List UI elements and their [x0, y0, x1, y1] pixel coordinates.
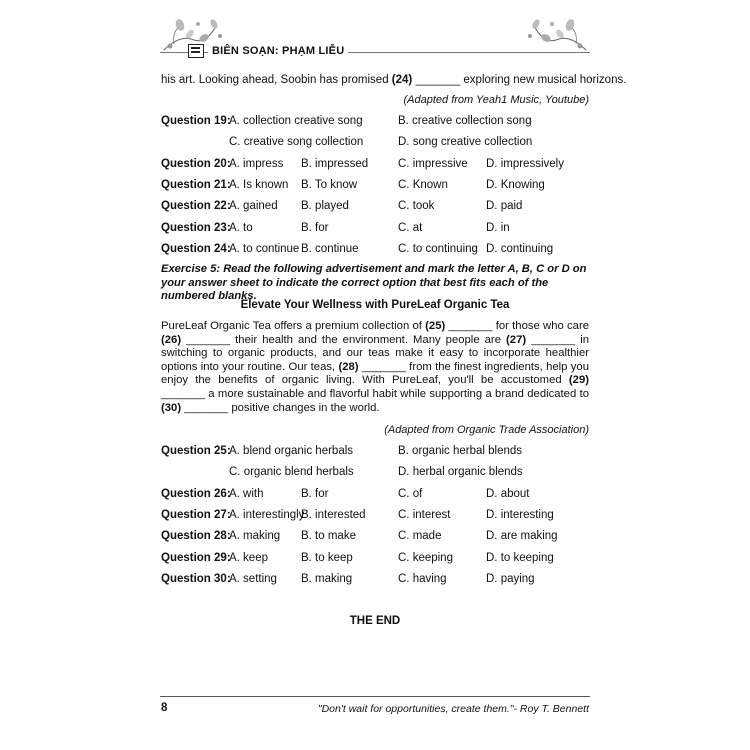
question-label: Question 28:: [161, 530, 231, 543]
option-b: B. To know: [301, 178, 358, 191]
blank-number: (30): [161, 401, 182, 414]
question-label: Question 26:: [161, 487, 231, 500]
option-c: C. creative song collection: [229, 136, 364, 149]
floral-ornament-right-icon: [520, 14, 590, 54]
lead-text: his art. Looking ahead, Soobin has promised: [161, 74, 392, 86]
option-c: C. made: [398, 530, 442, 543]
question-label: Question 30:: [161, 572, 231, 585]
option-a: A. impress: [229, 157, 284, 170]
passage-text: [161, 320, 589, 415]
book-icon: [188, 44, 204, 58]
blank-number: (27): [506, 333, 527, 346]
option-a: A. keep: [229, 551, 268, 564]
option-b: B. for: [301, 221, 329, 234]
passage-segment: _______ positive changes in the world.: [181, 401, 380, 414]
question-label: Question 24:: [161, 242, 231, 255]
option-a: A. gained: [229, 200, 278, 213]
option-a: A. to: [229, 221, 253, 234]
source-citation: (Adapted from Organic Trade Association): [384, 424, 589, 436]
question-label: Question 20:: [161, 157, 231, 170]
option-b: B. organic herbal blends: [398, 445, 523, 457]
question-label: Question 23:: [161, 221, 231, 234]
passage-title: Elevate Your Wellness with PureLeaf Organic Tea: [240, 299, 510, 311]
question-label: Question 25:: [161, 445, 231, 457]
option-c: C. to continuing: [398, 242, 478, 255]
passage-segment: _______ in switching to organic products, and our teas make it easy to incorporate healthier options into your routine. Our teas,: [161, 333, 589, 373]
question-label: Question 29:: [161, 551, 231, 564]
option-c: C. impressive: [398, 157, 468, 170]
footer-quote: "Don't wait for opportunities, create them."- Roy T. Bennett: [317, 703, 589, 715]
option-a: A. setting: [229, 572, 277, 585]
option-a: A. with: [229, 487, 264, 500]
option-d: D. interesting: [486, 508, 554, 521]
question-label: Question 22:: [161, 200, 231, 213]
option-d: D. herbal organic blends: [398, 466, 523, 479]
option-b: B. interested: [301, 508, 366, 521]
source-citation: (Adapted from Yeah1 Music, Youtube): [403, 94, 589, 106]
question-label: Question 27:: [161, 508, 231, 521]
option-c: C. Known: [398, 178, 448, 191]
option-d: D. are making: [486, 530, 558, 543]
passage-segment: _______ their health and the environment. Many people are: [181, 333, 507, 346]
option-b: B. to keep: [301, 551, 353, 564]
the-end-label: THE END: [349, 615, 401, 627]
option-c: C. keeping: [398, 551, 453, 564]
option-d: D. paid: [486, 200, 523, 213]
option-a: A. Is known: [229, 178, 289, 191]
passage-segment: PureLeaf Organic Tea offers a premium collection of: [161, 320, 426, 332]
blank-number: (26): [161, 333, 182, 346]
option-a: A. making: [229, 530, 281, 543]
option-c: C. of: [398, 487, 423, 500]
option-b: B. played: [301, 200, 349, 213]
option-a: A. to continue: [229, 242, 300, 255]
option-d: D. Knowing: [486, 178, 545, 191]
option-d: D. about: [486, 487, 530, 500]
option-c: C. having: [398, 572, 447, 585]
exercise-instruction: Exercise 5: Read the following advertisement and mark the letter A, B, C or D on your answer sheet to indicate the correct option that best fits each of the numbered blanks.: [161, 263, 587, 302]
option-c: C. interest: [398, 508, 451, 521]
blank-number: (24): [391, 74, 413, 86]
option-d: D. to keeping: [486, 551, 554, 564]
option-b: B. continue: [301, 242, 359, 255]
option-c: C. at: [398, 221, 423, 234]
page-number: 8: [161, 702, 168, 714]
option-a: A. interestingly: [229, 508, 305, 521]
option-a: A. blend organic herbals: [229, 445, 354, 457]
option-a: A. collection creative song: [229, 115, 363, 127]
option-d: D. continuing: [486, 242, 554, 255]
footer-divider: [160, 696, 590, 697]
option-c: C. took: [398, 200, 435, 213]
passage-segment: _______ from the finest ingredients, help you enjoy the benefits of organic living. With PureLeaf, you'll be accustomed: [161, 360, 589, 387]
header-title: BIÊN SOẠN: PHẠM LIỄU: [208, 45, 348, 57]
passage-segment: _______ for those who care: [445, 320, 589, 332]
question-label: Question 19:: [161, 115, 231, 127]
option-d: D. paying: [486, 572, 535, 585]
blank-number: (29): [568, 374, 589, 387]
lead-text-end: _______ exploring new musical horizons.: [412, 74, 627, 86]
blank-number: (28): [338, 360, 359, 373]
option-b: B. impressed: [301, 157, 369, 170]
option-b: B. creative collection song: [398, 115, 532, 127]
blank-number: (25): [425, 320, 446, 332]
option-c: C. organic blend herbals: [229, 466, 354, 479]
option-d: D. in: [486, 221, 510, 234]
passage-segment: _______ a more sustainable and flavorful habit while supporting a brand dedicated to: [161, 387, 589, 400]
option-d: D. impressively: [486, 157, 564, 170]
lead-line: [161, 73, 626, 87]
option-b: B. making: [301, 572, 353, 585]
option-b: B. to make: [301, 530, 356, 543]
option-b: B. for: [301, 487, 329, 500]
option-d: D. song creative collection: [398, 136, 533, 149]
question-label: Question 21:: [161, 178, 231, 191]
